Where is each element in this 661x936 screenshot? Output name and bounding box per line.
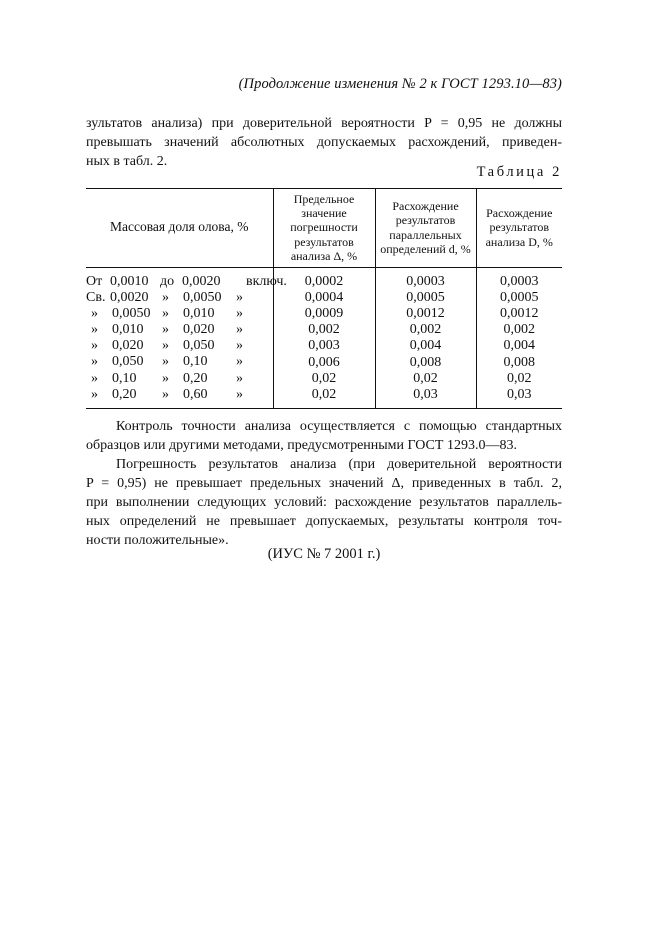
range-token: » <box>162 290 169 306</box>
range-token: 0,20 <box>183 370 208 386</box>
range-token: 0,050 <box>183 338 215 354</box>
mass-fraction-range <box>86 268 287 291</box>
cell-d-analysis: 0,004 <box>476 338 562 354</box>
cell-d-analysis: 0,008 <box>476 354 562 370</box>
range-token: Св. <box>86 290 106 306</box>
range-token: » <box>91 354 98 370</box>
mass-fraction-range <box>86 290 273 306</box>
range-token: » <box>162 386 169 402</box>
range-token: 0,050 <box>112 354 144 370</box>
cell-d-analysis: 0,02 <box>476 371 562 387</box>
cell-d-analysis: 0,03 <box>476 387 562 409</box>
mass-fraction-range <box>86 354 273 370</box>
mass-fraction-range <box>86 371 273 387</box>
intro-line: ных в табл. 2. <box>86 154 168 169</box>
table-row <box>86 354 562 370</box>
range-token: 0,0010 <box>110 274 149 290</box>
range-token: » <box>91 322 98 338</box>
cell-d-analysis: 0,002 <box>476 322 562 338</box>
table-header-row <box>86 189 562 268</box>
range-token: » <box>91 370 98 386</box>
range-token: » <box>236 338 243 354</box>
range-token: » <box>91 386 98 402</box>
error-paragraph <box>86 455 562 550</box>
cell-delta-error: 0,02 <box>273 387 375 409</box>
cell-d-parallel: 0,008 <box>375 354 476 370</box>
table-row <box>86 338 562 354</box>
mass-fraction-range <box>86 387 273 409</box>
range-token: От <box>86 274 103 290</box>
cell-delta-error: 0,002 <box>273 322 375 338</box>
cell-d-parallel: 0,0005 <box>375 290 476 306</box>
intro-line: превышать значений абсолютных допускаемых расхождений, приведен- <box>86 135 562 150</box>
range-token: 0,10 <box>183 354 208 370</box>
column-header-parallel-discrepancy: Расхождение результатов параллельных определений d, % <box>375 189 476 268</box>
intro-paragraph <box>86 114 562 171</box>
cell-d-analysis: 0,0012 <box>476 306 562 322</box>
cell-d-parallel: 0,03 <box>375 387 476 409</box>
range-token: » <box>236 370 243 386</box>
range-token: » <box>162 338 169 354</box>
mass-fraction-range <box>86 306 273 322</box>
range-token: включ. <box>246 274 287 290</box>
cell-d-parallel: 0,004 <box>375 338 476 354</box>
range-token: 0,020 <box>183 322 215 338</box>
mass-fraction-range <box>86 322 273 338</box>
table-row <box>86 306 562 322</box>
cell-d-analysis: 0,0005 <box>476 290 562 306</box>
paragraph-line: при выполнении следующих условий: расхождение результатов параллель- <box>86 495 562 510</box>
table-row <box>86 268 562 291</box>
paragraph-line: Контроль точности анализа осуществляется с помощью стандартных <box>116 419 562 434</box>
range-token: » <box>236 290 243 306</box>
range-token: 0,10 <box>112 370 137 386</box>
cell-d-parallel: 0,0012 <box>375 306 476 322</box>
range-token: 0,20 <box>112 386 137 402</box>
cell-d-analysis: 0,0003 <box>476 268 562 291</box>
paragraph-line: Погрешность результатов анализа (при доверительной вероятности <box>116 457 562 472</box>
paragraph-line: ных определений не превышает допускаемых, результаты контроля точ- <box>86 514 562 529</box>
range-token: 0,0050 <box>183 290 222 306</box>
table-2 <box>86 188 562 409</box>
range-token: » <box>236 306 243 322</box>
range-token: 0,010 <box>183 306 215 322</box>
paragraph-line: P = 0,95) не превышает предельных значений Δ, приведенных в табл. 2, <box>86 476 562 491</box>
range-token: 0,60 <box>183 386 208 402</box>
table-row <box>86 371 562 387</box>
table-caption: Таблица 2 <box>476 164 562 180</box>
range-token: » <box>162 370 169 386</box>
range-token: 0,0020 <box>182 274 221 290</box>
range-token: 0,010 <box>112 322 144 338</box>
cell-d-parallel: 0,0003 <box>375 268 476 291</box>
range-token: » <box>236 386 243 402</box>
range-token: 0,0020 <box>110 290 149 306</box>
source-note: (ИУС № 7 2001 г.) <box>267 546 381 562</box>
range-token: » <box>162 306 169 322</box>
range-token: » <box>162 322 169 338</box>
table-row <box>86 322 562 338</box>
intro-line: зультатов анализа) при доверительной вероятности P = 0,95 не должны <box>86 116 562 131</box>
cell-delta-error: 0,02 <box>273 371 375 387</box>
range-token: » <box>162 354 169 370</box>
range-token: 0,020 <box>112 338 144 354</box>
table-row <box>86 290 562 306</box>
range-token: » <box>236 322 243 338</box>
range-token: 0,0050 <box>112 306 151 322</box>
cell-delta-error: 0,0004 <box>273 290 375 306</box>
range-token: » <box>91 338 98 354</box>
column-header-mass-fraction: Массовая доля олова, % <box>86 189 273 268</box>
cell-delta-error: 0,0002 <box>273 268 375 291</box>
paragraph-line: ности положительные». <box>86 533 229 548</box>
cell-d-parallel: 0,02 <box>375 371 476 387</box>
column-header-analysis-discrepancy: Расхождение результатов анализа D, % <box>476 189 562 268</box>
cell-d-parallel: 0,002 <box>375 322 476 338</box>
paragraph-line: образцов или другими методами, предусмотренными ГОСТ 1293.0—83. <box>86 438 517 453</box>
cell-delta-error: 0,0009 <box>273 306 375 322</box>
range-token: до <box>160 274 175 290</box>
mass-fraction-range <box>86 338 273 354</box>
range-token: » <box>236 354 243 370</box>
table-row <box>86 387 562 409</box>
column-header-error-limit: Предельное значение погрешности результатов анализа Δ, % <box>273 189 375 268</box>
page-header: (Продолжение изменения № 2 к ГОСТ 1293.10—83) <box>238 76 562 92</box>
cell-delta-error: 0,006 <box>273 354 375 370</box>
cell-delta-error: 0,003 <box>273 338 375 354</box>
control-paragraph <box>86 417 562 455</box>
range-token: » <box>91 306 98 322</box>
